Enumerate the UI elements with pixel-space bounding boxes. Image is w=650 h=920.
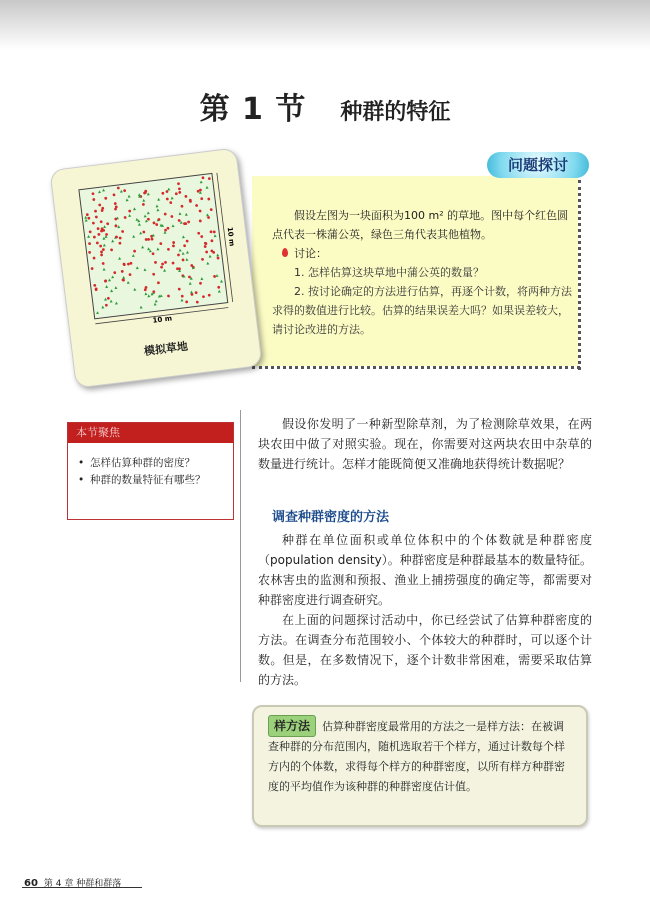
sample-method-box: [252, 705, 588, 827]
dimension-label-y: 10 m: [225, 226, 236, 247]
key-points-list: [68, 455, 233, 489]
discussion-question-2: 2. 按讨论确定的方法进行估算，再逐个计数，将两种方法求得的数值进行比较。估算的结果误差大吗？如果误差较大，请讨论改进的方法。: [272, 285, 572, 336]
discussion-question-1: 1. 怎样估算这块草地中蒲公英的数量？: [294, 266, 484, 279]
simulated-grass-card: [49, 147, 262, 388]
paragraph-1: 种群在单位面积或单位体积中的个体数就是种群密度（population density）。种群密度是种群最基本的数量特征。农林害虫的监测和预报、渔业上捕捞强度的确定等，都需要对种群密度进行调查研究。: [258, 533, 592, 607]
key-point-item: • 怎样估算种群的密度？: [78, 455, 233, 472]
page-header-band: [0, 0, 650, 50]
body-text-block: [258, 530, 592, 690]
paragraph-2: 在上面的问题探讨活动中，你已经尝试了估算种群密度的方法。在调查分布范围较小、个体较大的种群时，可以逐个计数。但是，在多数情况下，逐个计数非常困难，需要采取估算的方法。: [258, 613, 592, 687]
simulated-grass-plot: [64, 164, 243, 333]
sample-method-text: 估算种群密度最常用的方法之一是样方法：在被调查种群的分布范围内，随机选取若干个样方，通过计数每个样方内的个体数，求得每个样方的种群密度，以所有样方种群密度的平均值作为该种群的种群密度估计值。: [268, 720, 565, 793]
discussion-intro: 假设左图为一块面积为100 m² 的草地。图中每个红色圆点代表一株蒲公英，绿色三角代表其他植物。: [272, 209, 569, 241]
column-divider: [240, 410, 241, 682]
discussion-label: 讨论：: [294, 247, 327, 260]
sample-method-tag: 样方法: [268, 715, 316, 737]
intro-paragraph-block: [258, 414, 592, 474]
discussion-border-right: [578, 180, 581, 370]
page-number: 60: [24, 878, 38, 889]
intro-paragraph: 假设你发明了一种新型除草剂，为了检测除草效果，在两块农田中做了对照实验。现在，你需要对这两块农田中杂草的数量进行统计。怎样才能既简便又准确地获得统计数据呢？: [258, 417, 592, 471]
discussion-tag: 问题探讨: [487, 152, 589, 178]
key-points-box: [67, 422, 234, 520]
section-title: [0, 84, 650, 128]
subheading: 调查种群密度的方法: [272, 510, 390, 525]
dimension-label-x: 10 m: [152, 314, 173, 325]
sample-method-text-block: [268, 715, 574, 797]
section-number: 第 1 节: [199, 92, 307, 127]
section-name: 种群的特征: [340, 100, 451, 125]
figure-caption: 模拟草地: [143, 339, 189, 359]
discussion-text: [272, 206, 572, 339]
footer-rule: [22, 887, 142, 888]
chapter-label: 第 4 章 种群和群落: [43, 879, 122, 889]
discussion-border-bottom: [252, 366, 580, 369]
drop-icon: [282, 248, 288, 257]
key-point-item: • 种群的数量特征有哪些？: [78, 472, 233, 489]
key-points-header: 本节聚焦: [68, 423, 233, 443]
